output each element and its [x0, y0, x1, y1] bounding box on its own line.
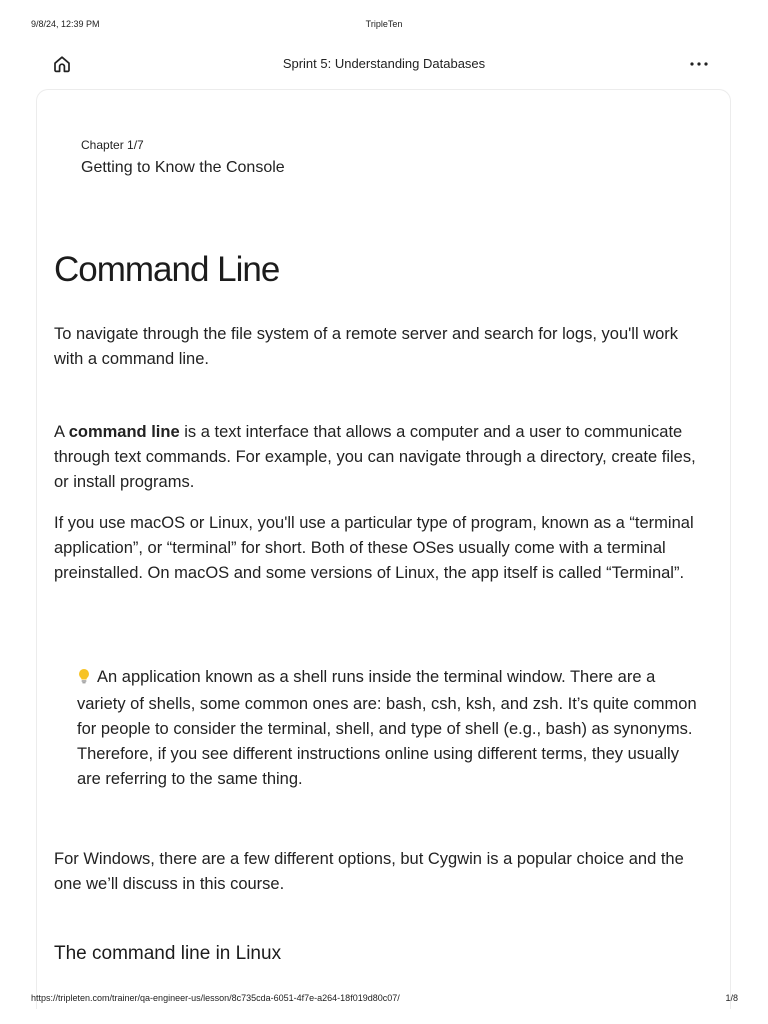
sprint-title: Sprint 5: Understanding Databases — [282, 56, 486, 71]
chapter-title: Getting to Know the Console — [81, 159, 285, 176]
page-number: 1/8 — [725, 993, 738, 1003]
definition-prefix: A — [54, 423, 69, 441]
more-options-button[interactable] — [686, 52, 712, 76]
definition-paragraph — [54, 420, 704, 495]
more-horizontal-icon — [689, 61, 709, 67]
print-site-name: TripleTen — [365, 19, 403, 29]
definition-term: command line — [68, 423, 180, 441]
chapter-label: Chapter 1/7 — [81, 138, 144, 152]
mac-linux-paragraph: If you use macOS or Linux, you'll use a particular type of program, known as a “terminal application”, or “terminal” for short. Both of these OSes usually come with a terminal preinstalled. On macOS and some versions of Linux, the app itself is called “Terminal”. — [54, 514, 694, 582]
intro-paragraph: To navigate through the file system of a remote server and search for logs, you'll work with a command line. — [54, 325, 679, 368]
callout-text: An application known as a shell runs inside the terminal window. There are a variety of shells, some common ones are: bash, csh, ksh, and zsh. It’s quite common for people to consider the terminal, shell, and type of shell (e.g., bash) as synonyms. Therefore, if you see different instructions online using different terms, they usually are referring to the same thing. — [77, 668, 697, 788]
tip-callout — [77, 665, 704, 792]
print-footer — [0, 993, 768, 1007]
definition-text: is a text interface that allows a computer and a user to communicate through text commands. For example, you can navigate through a directory, create files, or install programs. — [54, 423, 696, 491]
print-header — [0, 19, 768, 33]
windows-paragraph: For Windows, there are a few different options, but Cygwin is a popular choice and the one we’ll discuss in this course. — [54, 850, 684, 893]
page-url: https://tripleten.com/trainer/qa-engineer-us/lesson/8c735cda-6051-4f7e-a264-18f019d80c07/ — [31, 993, 400, 1003]
lightbulb-icon — [77, 667, 91, 692]
top-bar — [0, 46, 768, 82]
page-title: Command Line — [54, 250, 280, 289]
print-date: 9/8/24, 12:39 PM — [31, 19, 100, 29]
section-heading: The command line in Linux — [54, 943, 282, 964]
